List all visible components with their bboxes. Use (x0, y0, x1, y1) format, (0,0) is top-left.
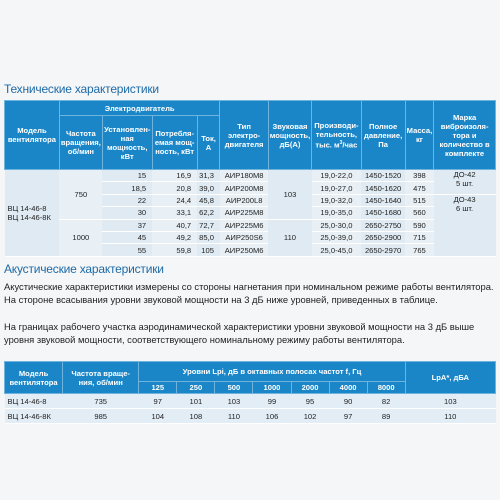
tech-cell-type: АИР180М8 (220, 170, 268, 182)
tech-cell-pressure: 1450-1640 (361, 194, 405, 206)
tech-cell-pressure: 2650-2970 (361, 244, 405, 256)
tech-cell-type: АИР200L8 (220, 194, 268, 206)
tech-cell-mass: 398 (405, 170, 434, 182)
tech-cell-installed: 37 (102, 219, 152, 231)
ac-th-freq: 2000 (291, 382, 329, 394)
ac-th-model: Модель вентилятора (5, 362, 63, 394)
ac-cell-level: 82 (367, 394, 405, 409)
ac-cell-level: 101 (177, 394, 215, 409)
tech-cell-mass: 765 (405, 244, 434, 256)
tech-cell-type: АИР225М6 (220, 219, 268, 231)
ac-th-freq: 500 (215, 382, 253, 394)
ac-cell-level: 108 (177, 409, 215, 424)
tech-cell-capacity: 25,0-30,0 (312, 219, 361, 231)
acoustic-paragraph-2: На границах рабочего участка аэродинамической характеристики уровни звуковой мощности на 3 дБ выше уровня звуковой мощности, соответствующего номинальному режиму работы вентилятора. (4, 321, 475, 345)
ac-cell-level: 97 (139, 394, 177, 409)
tech-rpm-cell: 1000 (59, 219, 102, 256)
tech-cell-capacity: 25,0-39,0 (312, 231, 361, 243)
tech-cell-capacity: 19,0-32,0 (312, 194, 361, 206)
ac-cell-rpm: 735 (63, 394, 139, 409)
tech-cell-consumed: 16,9 (152, 170, 197, 182)
tech-cell-consumed: 20,8 (152, 182, 197, 194)
tech-cell-installed: 18,5 (102, 182, 152, 194)
tech-cell-consumed: 24,4 (152, 194, 197, 206)
tech-cell-consumed: 40,7 (152, 219, 197, 231)
tech-cell-mass: 475 (405, 182, 434, 194)
ac-cell-level: 89 (367, 409, 405, 424)
tech-cell-pressure: 2650-2900 (361, 231, 405, 243)
ac-th-freq: 250 (177, 382, 215, 394)
tech-cell-mass: 590 (405, 219, 434, 231)
ac-cell-level: 104 (139, 409, 177, 424)
tech-cell-capacity: 19,0-35,0 (312, 207, 361, 219)
ac-cell-lpa: 110 (405, 409, 495, 424)
ac-th-freq: 4000 (329, 382, 367, 394)
tech-cell-mass: 715 (405, 231, 434, 243)
tech-cell-pressure: 1450-1620 (361, 182, 405, 194)
ac-cell-level: 95 (291, 394, 329, 409)
tech-model-name: ВЦ 14-46-8К (7, 212, 51, 222)
th-motor: Электродвигатель (59, 101, 220, 116)
tech-cell-installed: 30 (102, 207, 152, 219)
tech-cell-current: 31,3 (197, 170, 220, 182)
th-current: Ток, А (197, 116, 220, 170)
tech-cell-consumed: 33,1 (152, 207, 197, 219)
tech-cell-mass: 515 (405, 194, 434, 206)
tech-cell-current: 85,0 (197, 231, 220, 243)
tech-cell-pressure: 1450-1680 (361, 207, 405, 219)
ac-cell-model: ВЦ 14-46-8К (5, 409, 63, 424)
tech-cell-current: 105 (197, 244, 220, 256)
ac-cell-rpm: 985 (63, 409, 139, 424)
th-capacity: Производи-тельность, тыс. $м^3$/час (312, 101, 361, 170)
ac-cell-level: 97 (329, 409, 367, 424)
tech-row (5, 219, 496, 231)
th-installed-power: Установлен-ная мощность, кВт (102, 116, 152, 170)
th-rpm: Частота вращения, об/мин (59, 116, 102, 170)
tech-cell-capacity: 19,0-27,0 (312, 182, 361, 194)
tech-models-cell (5, 170, 60, 257)
ac-th-levels: Уровни Lpi, дБ в октавных полосах частот f, Гц (139, 362, 405, 382)
tech-cell-current: 72,7 (197, 219, 220, 231)
ac-row (5, 394, 496, 409)
ac-cell-level: 99 (253, 394, 291, 409)
tech-cell-consumed: 59,8 (152, 244, 197, 256)
tech-cell-current: 45,8 (197, 194, 220, 206)
th-isolators: Марка виброизоля-тора и количество в комплекте (434, 101, 496, 170)
ac-cell-level: 110 (215, 409, 253, 424)
th-mass: Масса, кг (405, 101, 434, 170)
ac-cell-level: 102 (291, 409, 329, 424)
ac-th-lpa: LpA*, дБА (405, 362, 495, 394)
acoustic-section-title: Акустические характеристики (4, 262, 164, 276)
ac-th-rpm: Частота враще-ния, об/мин (63, 362, 139, 394)
tech-cell-type: АИР250S6 (220, 231, 268, 243)
ac-cell-level: 103 (215, 394, 253, 409)
tech-section-title: Технические характеристики (4, 82, 159, 96)
ac-cell-lpa: 103 (405, 394, 495, 409)
tech-cell-pressure: 1450-1520 (361, 170, 405, 182)
th-sound-power: Звуковая мощность, дБ(А) (268, 101, 311, 170)
ac-th-freq: 8000 (367, 382, 405, 394)
tech-model-name: ВЦ 14-46-8 (7, 203, 47, 213)
tech-sound-cell: 110 (268, 219, 311, 256)
ac-cell-level: 106 (253, 409, 291, 424)
tech-cell-current: 62,2 (197, 207, 220, 219)
ac-row (5, 409, 496, 424)
th-consumed-power: Потребля-емая мощ-ность, кВт (152, 116, 197, 170)
tech-sound-cell: 103 (268, 170, 311, 220)
tech-rpm-cell: 750 (59, 170, 102, 220)
th-model: Модель вентилятора (5, 101, 60, 170)
tech-cell-pressure: 2650-2750 (361, 219, 405, 231)
tech-cell-type: АИР200М8 (220, 182, 268, 194)
tech-table (4, 100, 496, 257)
tech-cell-installed: 55 (102, 244, 152, 256)
acoustic-table (4, 361, 496, 424)
tech-cell-capacity: 19,0-22,0 (312, 170, 361, 182)
tech-isolator-cell: ДО-42 5 шт. (434, 170, 496, 195)
tech-cell-capacity: 25,0-45,0 (312, 244, 361, 256)
tech-cell-installed: 45 (102, 231, 152, 243)
tech-cell-type: АИР225М8 (220, 207, 268, 219)
acoustic-paragraph-1: Акустические характеристики измерены со стороны нагнетания при номинальном режиме работы вентилятора. На стороне всасывания уровни звуковой мощности на 3 дБ ниже уровней, приведенных в таблице. (4, 281, 494, 305)
tech-cell-type: АИР250М6 (220, 244, 268, 256)
th-pressure: Полное давление, Па (361, 101, 405, 170)
tech-row (5, 170, 496, 182)
tech-isolator-cell: ДО-43 6 шт. (434, 194, 496, 256)
ac-th-freq: 1000 (253, 382, 291, 394)
tech-cell-installed: 22 (102, 194, 152, 206)
tech-cell-consumed: 49,2 (152, 231, 197, 243)
ac-th-freq: 125 (139, 382, 177, 394)
tech-cell-current: 39,0 (197, 182, 220, 194)
tech-cell-mass: 560 (405, 207, 434, 219)
th-motor-type: Тип электро-двигателя (220, 101, 268, 170)
ac-cell-model: ВЦ 14-46-8 (5, 394, 63, 409)
tech-cell-installed: 15 (102, 170, 152, 182)
ac-cell-level: 90 (329, 394, 367, 409)
